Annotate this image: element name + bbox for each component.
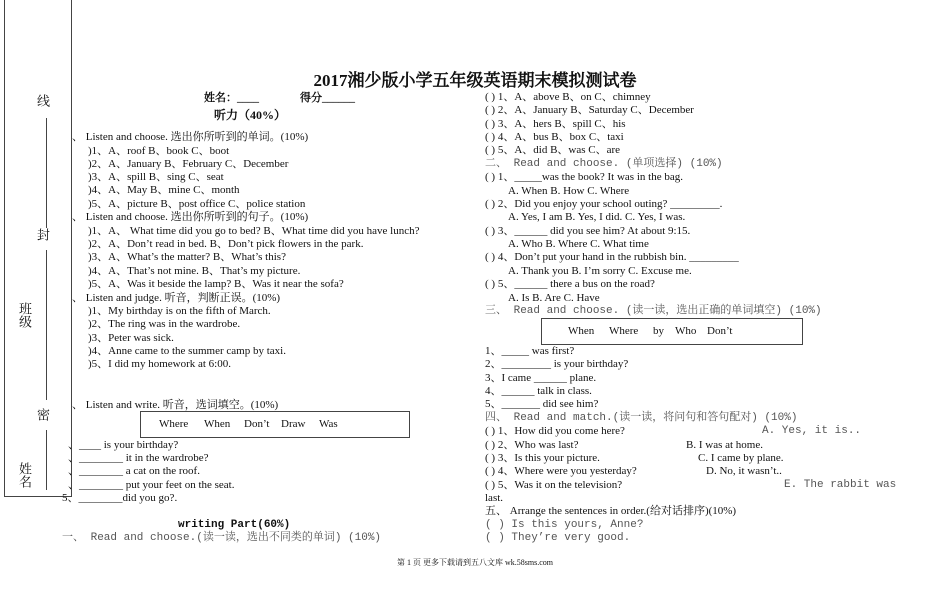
name-label: 姓名 — [17, 462, 32, 488]
match-question: ( ) 2、Who was last? — [485, 439, 579, 451]
seal-label: 封 — [35, 228, 50, 241]
section2-item: )3、A、What’s the matter? B、What’s this? — [88, 251, 286, 263]
word-option: by — [653, 325, 664, 337]
writing-heading: writing Part(60%) — [178, 519, 291, 531]
section1-item: )4、A、May B、mine C、month — [88, 184, 240, 196]
section4-item: 、________ put your feet on the seat. — [68, 479, 235, 491]
writing-section5-heading: 五、 Arrange the sentences in order.(给对话排序)(10%) — [485, 505, 737, 517]
section2-item: )5、A、Was it beside the lamp? B、Was it near the sofa? — [88, 278, 344, 290]
match-answer: D. No, it wasn’t.. — [706, 465, 782, 477]
order-item: ( ) Is this yours, Anne? — [485, 519, 644, 531]
mi-label: 密 — [35, 408, 50, 421]
section4-item: 5、________did you go?. — [62, 492, 178, 504]
section4-heading: 、 Listen and write. 听音，选词填空。(10%) — [72, 399, 279, 411]
writing-section1-item: ( ) 5、A、did B、was C、are — [485, 144, 621, 156]
match-answer: E. The rabbit was — [784, 479, 897, 491]
mc-options: A. Is B. Are C. Have — [508, 292, 600, 304]
match-answer-continuation: last. — [485, 492, 504, 504]
section1-item: )3、A、spill B、sing C、seat — [88, 171, 224, 183]
fill-item: 1、_____ was first? — [485, 345, 575, 357]
order-item: ( ) They’re very good. — [485, 532, 631, 544]
writing-section3-word-box — [541, 318, 803, 345]
match-question: ( ) 1、How did you come here? — [485, 425, 625, 437]
section1-heading: 、 Listen and choose. 选出你所听到的单词。(10%) — [72, 131, 309, 143]
binding-rule — [46, 118, 47, 228]
mc-options: A. Who B. Where C. What time — [508, 238, 649, 250]
line-label: 线 — [35, 94, 50, 107]
writing-section3-heading: 三、 Read and choose. (读一读，选出正确的单词填空) (10%) — [485, 305, 822, 317]
match-answer: C. I came by plane. — [698, 452, 784, 464]
writing-section1-item: ( ) 1、A、above B、on C、chimney — [485, 91, 651, 103]
section4-word-box — [140, 411, 410, 438]
word-option: When — [568, 325, 595, 337]
mc-options: A. Yes, I am B. Yes, I did. C. Yes, I was. — [508, 211, 686, 223]
fill-item: 4、______ talk in class. — [485, 385, 592, 397]
word-option: Was — [319, 418, 338, 430]
mc-question: ( ) 3、______ did you see him? At about 9:15. — [485, 225, 691, 237]
score-field-label: 得分______ — [300, 92, 355, 104]
section3-item: )3、Peter was sick. — [88, 332, 174, 344]
section4-item: 、____ is your birthday? — [68, 439, 179, 451]
page-footer: 第 1 页 更多下载请到五八文库 wk.58sms.com — [397, 558, 553, 567]
section3-item: )2、The ring was in the wardrobe. — [88, 318, 241, 330]
section4-item: 、________ a cat on the roof. — [68, 465, 200, 477]
page-title: 2017湘少版小学五年级英语期末模拟测试卷 — [313, 71, 637, 90]
word-option: Who — [675, 325, 697, 337]
word-option: When — [204, 418, 231, 430]
mc-question: ( ) 1、_____was the book? It was in the bag. — [485, 171, 683, 183]
section2-item: )1、A、 What time did you go to bed? B、What time did you have lunch? — [88, 225, 420, 237]
section3-item: )4、Anne came to the summer camp by taxi. — [88, 345, 286, 357]
mc-question: ( ) 2、Did you enjoy your school outing? _________. — [485, 198, 723, 210]
word-option: Draw — [281, 418, 306, 430]
word-option: Don’t — [244, 418, 270, 430]
name-blank-line — [46, 430, 47, 490]
word-option: Where — [609, 325, 639, 337]
writing-section1-item: ( ) 3、A、hers B、spill C、his — [485, 118, 626, 130]
section1-item: )1、A、roof B、book C、boot — [88, 145, 230, 157]
writing-section1-item: ( ) 4、A、bus B、box C、taxi — [485, 131, 624, 143]
writing-section1-heading: 一、 Read and choose.(读一读，选出不同类的单词) (10%) — [62, 532, 382, 544]
name-field-label: 姓名：____ — [204, 92, 259, 104]
writing-section4-heading: 四、 Read and match.(读一读，将问句和答句配对) (10%) — [485, 412, 798, 424]
section4-item: 、________ it in the wardrobe? — [68, 452, 209, 464]
mc-question: ( ) 4、Don’t put your hand in the rubbish bin. _________ — [485, 251, 739, 263]
fill-item: 2、_________ is your birthday? — [485, 358, 629, 370]
match-answer: A. Yes, it is.. — [762, 425, 862, 437]
match-question: ( ) 4、Where were you yesterday? — [485, 465, 637, 477]
section3-item: )5、I did my homework at 6:00. — [88, 358, 231, 370]
match-question: ( ) 3、Is this your picture. — [485, 452, 600, 464]
section1-item: )2、A、January B、February C、December — [88, 158, 289, 170]
class-label: 班级 — [17, 302, 32, 328]
mc-options: A. When B. How C. Where — [508, 185, 630, 197]
fill-item: 3、I came ______ plane. — [485, 372, 597, 384]
match-question: ( ) 5、Was it on the television? — [485, 479, 623, 491]
section2-item: )4、A、That’s not mine. B、That’s my picture. — [88, 265, 301, 277]
listening-heading: 听力（40%） — [214, 108, 287, 122]
word-option: Don’t — [707, 325, 733, 337]
class-blank-line — [46, 250, 47, 400]
section1-item: )5、A、picture B、post office C、police station — [88, 198, 306, 210]
writing-section1-item: ( ) 2、A、January B、Saturday C、December — [485, 104, 694, 116]
word-option: Where — [159, 418, 189, 430]
section2-heading: 、 Listen and choose. 选出你所听到的句子。(10%) — [72, 211, 309, 223]
writing-section2-heading: 二、 Read and choose. (单项选择) (10%) — [485, 158, 723, 170]
mc-options: A. Thank you B. I’m sorry C. Excuse me. — [508, 265, 692, 277]
section2-item: )2、A、Don’t read in bed. B、Don’t pick flowers in the park. — [88, 238, 364, 250]
section3-heading: 、 Listen and judge. 听音，判断正误。(10%) — [72, 292, 281, 304]
match-answer: B. I was at home. — [686, 439, 763, 451]
fill-item: 5、_______ did see him? — [485, 398, 599, 410]
mc-question: ( ) 5、______ there a bus on the road? — [485, 278, 655, 290]
section3-item: )1、My birthday is on the fifth of March. — [88, 305, 271, 317]
